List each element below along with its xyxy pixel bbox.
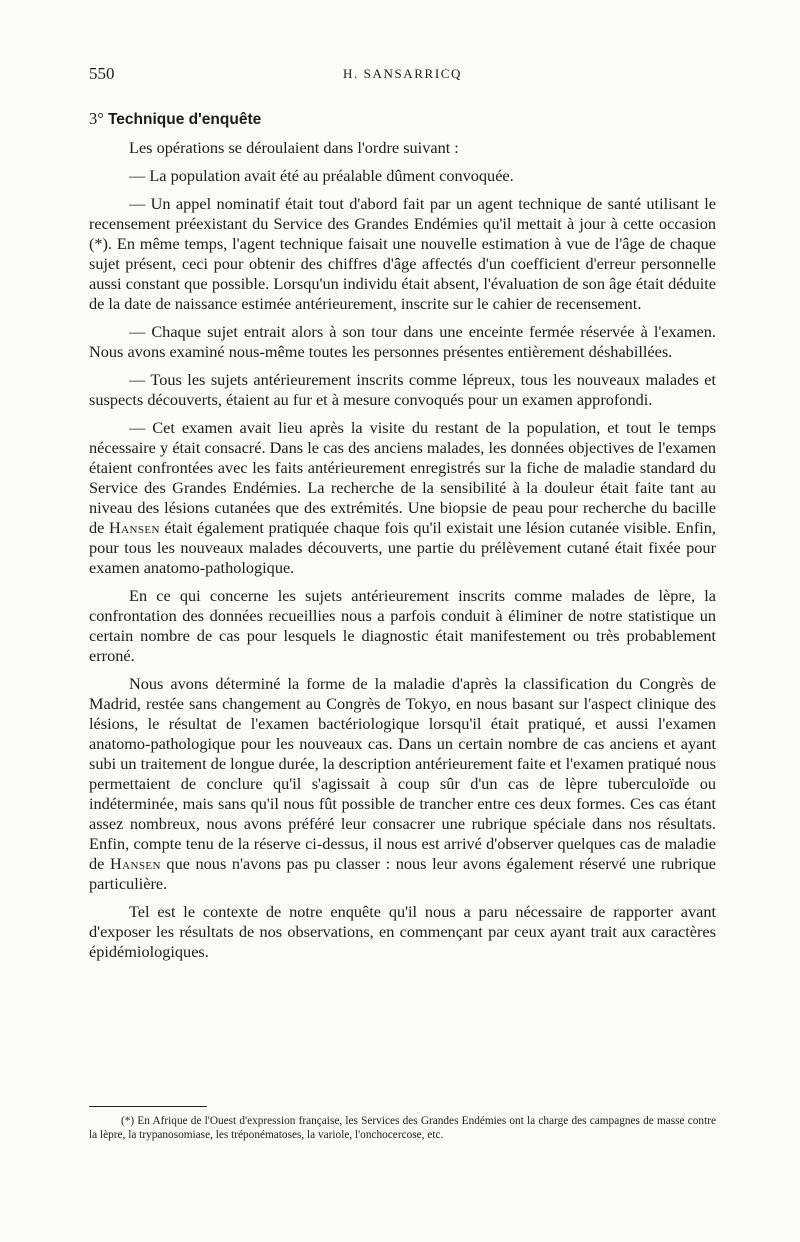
paragraph-5: — Tous les sujets antérieurement inscrits comme lépreux, tous les nouveaux malades et suspects découverts, étaient au fur et à mesure convoqués pour un examen approfondi. bbox=[89, 370, 716, 409]
page-number: 550 bbox=[89, 64, 115, 83]
paragraph-2: — La population avait été au préalable dûment convoquée. bbox=[129, 166, 514, 185]
paragraph-8-text: Nous avons déterminé la forme de la maladie d'après la classification du Congrès de Madrid, restée sans changement au Congrès de Tokyo, en nous basant sur l'aspect clinique des lésions, le résultat de l'examen bactériologique lorsqu'il était pratiqué, et aussi l'examen anatomo-pathologique pour les nouveaux cas. Dans un certain nombre de cas anciens et ayant subi un traitement de longue durée, la description antérieurement faite et l'examen pratiqué nous permettaient de conclure qu'il s'agissait à coup sûr d'un cas de lèpre tuberculoïde ou indéterminée, mais sans qu'il nous fût possible de trancher entre ces deux formes. Ces cas étant assez nombreux, nous avons préféré leur consacrer une rubrique spéciale dans nos résultats. Enfin, compte tenu de la réserve ci-dessus, il nous est arrivé d'observer quelques cas de maladie de bbox=[89, 674, 716, 873]
paragraph-4: — Chaque sujet entrait alors à son tour dans une enceinte fermée réservée à l'examen. Nous avons examiné nous-même toutes les personnes présentes entièrement déshabillées. bbox=[89, 322, 716, 361]
paragraph-6-tail: était également pratiquée chaque fois qu'il existait une lésion cutanée visible. Enfin, pour tous les nouveaux malades découverts, une partie du prélèvement cutané était fixée pour examen anatomo-pathologique. bbox=[89, 518, 716, 577]
paragraph-8 bbox=[89, 674, 716, 894]
paragraph-6-text: — Cet examen avait lieu après la visite du restant de la population, et tout le temps nécessaire y était consacré. Dans le cas des anciens malades, les données objectives de l'examen étaient confrontées avec les faits antérieurement enregistrés sur la fiche de maladie standard du Service des Grandes Endémies. La recherche de la sensibilité à la douleur était faite tant au niveau des lésions cutanées que des extrémités. Une biopsie de peau pour recherche du bacille de bbox=[89, 418, 716, 537]
paragraph-1: Les opérations se déroulaient dans l'ordre suivant : bbox=[129, 138, 459, 157]
paragraph-6 bbox=[89, 418, 716, 578]
paragraph-7: En ce qui concerne les sujets antérieurement inscrits comme malades de lèpre, la confrontation des données recueillies nous a parfois conduit à éliminer de notre statistique un certain nombre de cas pour lesquels le diagnostic était manifestement ou très probablement erroné. bbox=[89, 586, 716, 665]
section-number: 3° bbox=[89, 109, 104, 128]
paragraph-3: — Un appel nominatif était tout d'abord fait par un agent technique de santé utilisant le recensement préexistant du Service des Grandes Endémies qu'il mettait à jour à cette occasion (*). En même temps, l'agent technique faisait une nouvelle estimation à vue de l'âge de chaque sujet présent, ceci pour obtenir des chiffres d'âge affectés d'un coefficient d'erreur personnelle aussi constant que possible. Lorsqu'un individu était absent, l'évaluation de son âge était déduite de la date de naissance estimée antérieurement, inscrite sur le cahier de recensement. bbox=[89, 194, 716, 313]
paragraph-8-tail: que nous n'avons pas pu classer : nous leur avons également réservé une rubrique particulière. bbox=[89, 854, 716, 893]
section-title: Technique d'enquête bbox=[107, 111, 262, 128]
author-name-hansen-2: Hansen bbox=[109, 854, 161, 873]
running-head: H. SANSARRICQ bbox=[342, 66, 463, 81]
paragraph-9: Tel est le contexte de notre enquête qu'il nous a paru nécessaire de rapporter avant d'exposer les résultats de nos observations, en commençant par ceux ayant trait aux caractères épidémiologiques. bbox=[89, 902, 716, 961]
page-header bbox=[89, 64, 716, 86]
section-heading bbox=[89, 109, 261, 129]
author-name-hansen: Hansen bbox=[108, 518, 160, 537]
footnote: (*) En Afrique de l'Ouest d'expression française, les Services des Grandes Endémies ont la charge des campagnes de masse contre la lèpre, la trypanosomiase, les tréponématoses, la variole, l'onchocercose, etc. bbox=[89, 1115, 716, 1141]
body-text bbox=[89, 138, 716, 970]
footnote-rule bbox=[89, 1106, 207, 1107]
